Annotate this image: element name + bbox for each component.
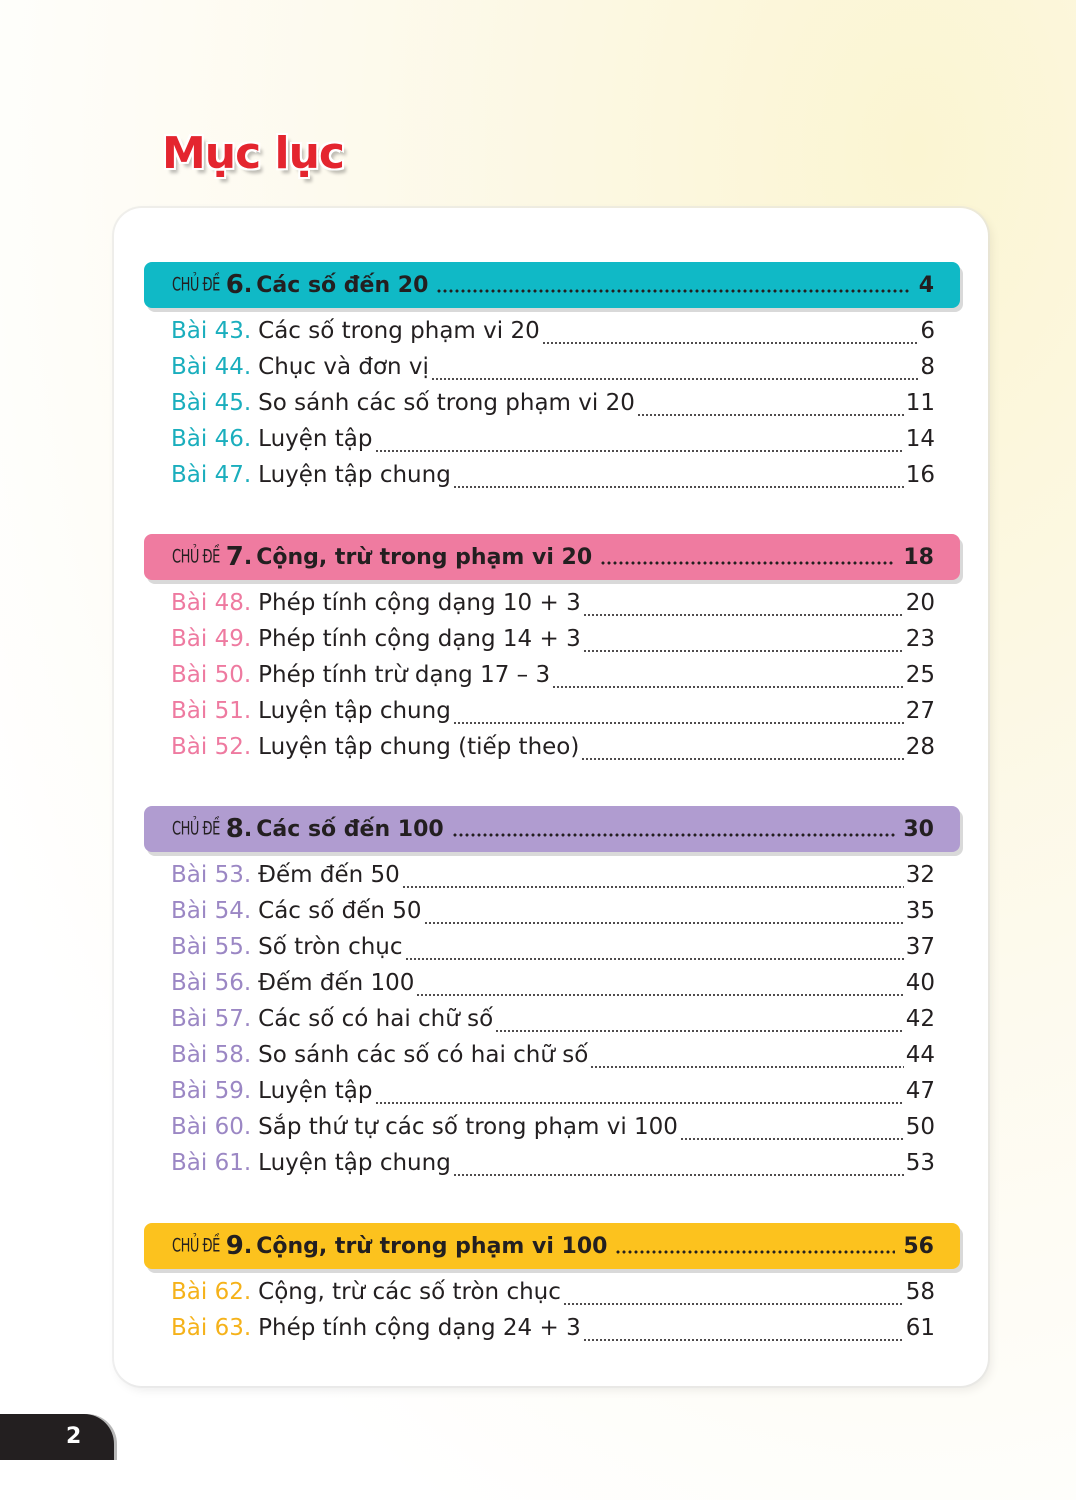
lesson-code: Bài 52. — [171, 734, 252, 760]
lesson-row[interactable] — [171, 590, 935, 626]
lesson-code: Bài 44. — [171, 354, 252, 380]
lesson-title: Luyện tập chung — [258, 1150, 451, 1176]
lesson-row[interactable] — [171, 462, 935, 498]
lesson-title: Đếm đến 100 — [258, 970, 415, 996]
dot-leader — [402, 885, 904, 889]
topic-separator: . — [243, 544, 253, 570]
lesson-row[interactable] — [171, 898, 935, 934]
topic-title: Các số đến 100 — [256, 816, 444, 842]
dot-leader — [424, 921, 904, 925]
lesson-code: Bài 60. — [171, 1114, 252, 1140]
lesson-title: Số tròn chục — [258, 934, 403, 960]
dot-leader — [375, 1101, 904, 1105]
dot-leader — [436, 289, 910, 293]
lesson-code: Bài 43. — [171, 318, 252, 344]
dot-leader — [680, 1137, 904, 1141]
lesson-page: 53 — [905, 1150, 935, 1176]
topic-header-6[interactable] — [144, 262, 960, 308]
lesson-page: 16 — [905, 462, 935, 488]
lesson-title: Luyện tập chung — [258, 698, 451, 724]
lesson-row[interactable] — [171, 354, 935, 390]
lesson-title: Các số trong phạm vi 20 — [258, 318, 540, 344]
lesson-list-9 — [171, 1279, 935, 1351]
lesson-page: 6 — [920, 318, 935, 344]
lesson-row[interactable] — [171, 1042, 935, 1078]
topic-separator: . — [243, 816, 253, 842]
topic-separator: . — [243, 272, 253, 298]
lesson-code: Bài 59. — [171, 1078, 252, 1104]
lesson-title: Phép tính cộng dạng 14 + 3 — [258, 626, 581, 652]
lesson-code: Bài 54. — [171, 898, 252, 924]
lesson-list-8 — [171, 862, 935, 1186]
lesson-title: Các số đến 50 — [258, 898, 422, 924]
lesson-page: 20 — [905, 590, 935, 616]
dot-leader — [452, 833, 896, 837]
dot-leader — [552, 685, 904, 689]
page-number: 2 — [66, 1424, 82, 1449]
lesson-code: Bài 53. — [171, 862, 252, 888]
topic-number: 8 — [225, 814, 244, 844]
topic-kicker: CHỦ ĐỀ — [172, 1235, 220, 1257]
topic-number: 7 — [225, 542, 244, 572]
lesson-page: 14 — [905, 426, 935, 452]
lesson-row[interactable] — [171, 1078, 935, 1114]
lesson-page: 23 — [905, 626, 935, 652]
topic-number: 9 — [225, 1231, 244, 1261]
lesson-page: 47 — [905, 1078, 935, 1104]
topic-kicker: CHỦ ĐỀ — [172, 274, 220, 296]
lesson-title: Các số có hai chữ số — [258, 1006, 494, 1032]
dot-leader — [590, 1065, 903, 1069]
dot-leader — [583, 1338, 904, 1342]
lesson-title: Luyện tập — [258, 1078, 373, 1104]
lesson-title: Phép tính trừ dạng 17 – 3 — [258, 662, 551, 688]
lesson-code: Bài 62. — [171, 1279, 252, 1305]
dot-leader — [453, 1173, 904, 1177]
topic-number: 6 — [225, 270, 244, 300]
dot-leader — [495, 1029, 904, 1033]
lesson-row[interactable] — [171, 1006, 935, 1042]
topic-page: 4 — [918, 272, 934, 298]
dot-leader — [431, 377, 918, 381]
lesson-page: 27 — [905, 698, 935, 724]
page-number-tab — [0, 1414, 114, 1460]
lesson-page: 61 — [905, 1315, 935, 1341]
lesson-row[interactable] — [171, 390, 935, 426]
dot-leader — [583, 613, 904, 617]
dot-leader — [637, 413, 904, 417]
lesson-page: 37 — [905, 934, 935, 960]
topic-title: Cộng, trừ trong phạm vi 100 — [256, 1233, 608, 1259]
lesson-page: 32 — [905, 862, 935, 888]
lesson-code: Bài 61. — [171, 1150, 252, 1176]
dot-leader — [563, 1302, 904, 1306]
lesson-code: Bài 46. — [171, 426, 252, 452]
lesson-row[interactable] — [171, 734, 935, 770]
dot-leader — [583, 649, 904, 653]
lesson-title: Phép tính cộng dạng 24 + 3 — [258, 1315, 581, 1341]
page-title: Mục lục — [162, 128, 344, 179]
lesson-code: Bài 55. — [171, 934, 252, 960]
lesson-row[interactable] — [171, 626, 935, 662]
lesson-title: So sánh các số có hai chữ số — [258, 1042, 589, 1068]
lesson-page: 11 — [905, 390, 935, 416]
lesson-list-6 — [171, 318, 935, 498]
lesson-code: Bài 56. — [171, 970, 252, 996]
lesson-row[interactable] — [171, 698, 935, 734]
lesson-code: Bài 63. — [171, 1315, 252, 1341]
lesson-code: Bài 51. — [171, 698, 252, 724]
lesson-row[interactable] — [171, 318, 935, 354]
lesson-row[interactable] — [171, 862, 935, 898]
dot-leader — [542, 341, 919, 345]
lesson-page: 35 — [905, 898, 935, 924]
lesson-title: Đếm đến 50 — [258, 862, 400, 888]
dot-leader — [405, 957, 904, 961]
dot-leader — [600, 561, 895, 565]
lesson-title: Luyện tập chung — [258, 462, 451, 488]
lesson-page: 28 — [905, 734, 935, 760]
topic-page: 30 — [903, 816, 934, 842]
lesson-page: 58 — [905, 1279, 935, 1305]
topic-header-8[interactable] — [144, 806, 960, 852]
lesson-page: 42 — [905, 1006, 935, 1032]
lesson-row[interactable] — [171, 970, 935, 1006]
lesson-page: 50 — [905, 1114, 935, 1140]
lesson-row[interactable] — [171, 934, 935, 970]
lesson-list-7 — [171, 590, 935, 770]
lesson-page: 40 — [905, 970, 935, 996]
topic-title: Cộng, trừ trong phạm vi 20 — [256, 544, 593, 570]
lesson-row[interactable] — [171, 426, 935, 462]
lesson-row[interactable] — [171, 1150, 935, 1186]
lesson-code: Bài 47. — [171, 462, 252, 488]
lesson-code: Bài 48. — [171, 590, 252, 616]
lesson-code: Bài 57. — [171, 1006, 252, 1032]
topic-header-9[interactable] — [144, 1223, 960, 1269]
lesson-title: So sánh các số trong phạm vi 20 — [258, 390, 635, 416]
topic-separator: . — [243, 1233, 253, 1259]
lesson-page: 25 — [905, 662, 935, 688]
lesson-title: Luyện tập — [258, 426, 373, 452]
lesson-code: Bài 58. — [171, 1042, 252, 1068]
dot-leader — [615, 1250, 895, 1254]
lesson-title: Phép tính cộng dạng 10 + 3 — [258, 590, 581, 616]
topic-page: 56 — [903, 1233, 934, 1259]
topic-page: 18 — [903, 544, 934, 570]
lesson-row[interactable] — [171, 662, 935, 698]
lesson-title: Chục và đơn vị — [258, 354, 429, 380]
lesson-code: Bài 45. — [171, 390, 252, 416]
dot-leader — [581, 757, 903, 761]
lesson-title: Cộng, trừ các số tròn chục — [258, 1279, 561, 1305]
dot-leader — [375, 449, 904, 453]
lesson-row[interactable] — [171, 1114, 935, 1150]
dot-leader — [416, 993, 903, 997]
topic-title: Các số đến 20 — [256, 272, 429, 298]
topic-kicker: CHỦ ĐỀ — [172, 818, 220, 840]
topic-kicker: CHỦ ĐỀ — [172, 546, 220, 568]
lesson-row[interactable] — [171, 1315, 935, 1351]
lesson-page: 44 — [905, 1042, 935, 1068]
lesson-code: Bài 49. — [171, 626, 252, 652]
topic-header-7[interactable] — [144, 534, 960, 580]
lesson-page: 8 — [920, 354, 935, 380]
lesson-row[interactable] — [171, 1279, 935, 1315]
lesson-code: Bài 50. — [171, 662, 252, 688]
lesson-title: Luyện tập chung (tiếp theo) — [258, 734, 580, 760]
lesson-title: Sắp thứ tự các số trong phạm vi 100 — [258, 1114, 678, 1140]
dot-leader — [453, 721, 904, 725]
dot-leader — [453, 485, 904, 489]
